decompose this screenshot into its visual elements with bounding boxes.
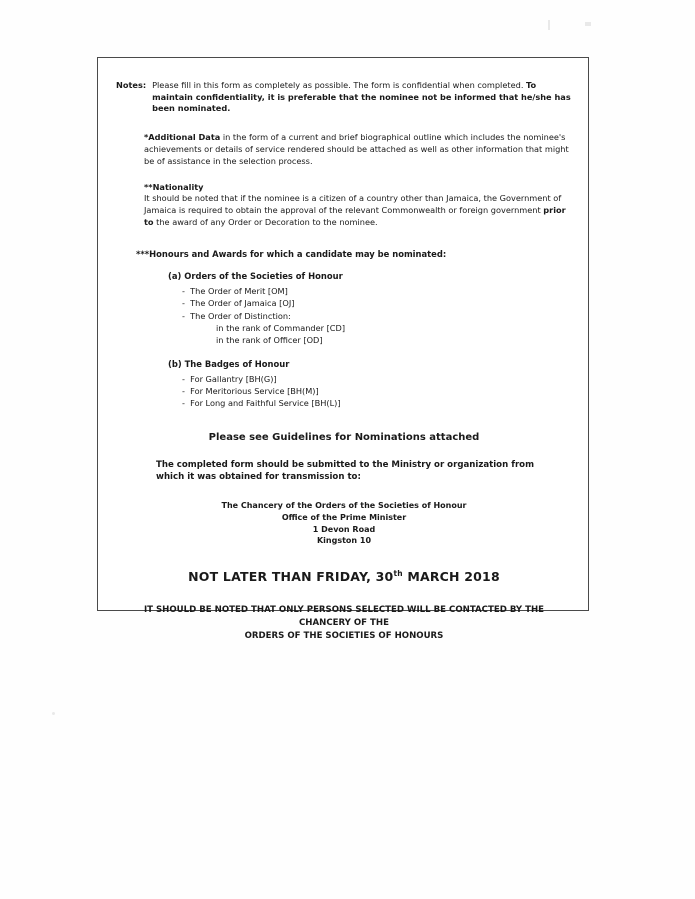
group-b-list (182, 373, 572, 410)
list-item: - The Order of Merit [OM] (182, 286, 288, 297)
list-item: - The Order of Distinction: (182, 310, 291, 321)
list-subitem: in the rank of Commander [CD] (216, 323, 346, 334)
additional-data-text: in the form of a current and brief biographical outline which includes the nominee's achievements or details of service rendered should be attached as well as other information that might be of assistance in the selection process. (144, 131, 569, 166)
additional-data-block (144, 132, 572, 168)
guidelines-line: Please see Guidelines for Nominations attached (208, 431, 480, 443)
deadline-prefix: NOT LATER THAN FRIDAY, 30 (188, 568, 394, 584)
address-line: Kingston 10 (316, 536, 372, 546)
address-line: The Chancery of the Orders of the Societies of Honour (221, 501, 467, 511)
address-line: Office of the Prime Minister (281, 512, 407, 522)
notes-text-plain: Please fill in this form as completely as possible. The form is confidential when completed. (152, 80, 527, 90)
list-subitem: in the rank of Officer [OD] (216, 335, 323, 346)
notes-block (116, 80, 572, 115)
form-border-box (97, 57, 589, 641)
submission-note: The completed form should be submitted to the Ministry or organization from which it was obtained for transmission to: (156, 459, 535, 483)
deadline-superscript: th (393, 568, 403, 578)
form-content (98, 58, 590, 653)
notes-text (152, 80, 572, 115)
additional-data-heading: *Additional Data (144, 131, 221, 142)
nationality-text-bold: prior to (144, 205, 566, 228)
honours-heading: ***Honours and Awards for which a candidate may be nominated: (136, 249, 447, 260)
nationality-heading: **Nationality (144, 181, 204, 192)
nationality-block (144, 182, 572, 230)
footer-note (116, 604, 572, 643)
deadline-line (116, 569, 572, 584)
list-item: - For Gallantry [BH(G)] (182, 373, 277, 384)
nationality-text (144, 193, 572, 229)
scan-artifact (548, 20, 550, 30)
nationality-text-part1: It should be noted that if the nominee is a citizen of a country other than Jamaica, the Government of Jamaica is required to obtain the approval of the relevant Commonwealth or foreign government (144, 193, 562, 216)
nationality-text-part2: the award of any Order or Decoration to the nominee. (153, 217, 378, 228)
group-a-heading: (a) Orders of the Societies of Honour (168, 271, 343, 282)
footer-note-line-1: IT SHOULD BE NOTED THAT ONLY PERSONS SELECTED WILL BE CONTACTED BY THE CHANCERY OF THE (143, 604, 545, 628)
address-line: 1 Devon Road (312, 524, 376, 534)
address-block (116, 500, 572, 546)
notes-text-bold: To maintain confidentiality, it is preferable that the nominee not be informed that he/she has been nominated. (152, 80, 571, 114)
group-a-list (182, 285, 572, 346)
group-b-heading: (b) The Badges of Honour (168, 358, 290, 369)
scan-artifact (585, 22, 591, 26)
notes-label: Notes: (116, 80, 147, 90)
list-item: - For Long and Faithful Service [BH(L)] (182, 398, 341, 409)
list-item: - For Meritorious Service [BH(M)] (182, 385, 319, 396)
list-item: - The Order of Jamaica [OJ] (182, 298, 295, 309)
footer-note-line-2: ORDERS OF THE SOCIETIES OF HONOURS (244, 630, 444, 641)
scan-artifact (52, 712, 55, 715)
deadline-suffix: MARCH 2018 (402, 568, 500, 584)
